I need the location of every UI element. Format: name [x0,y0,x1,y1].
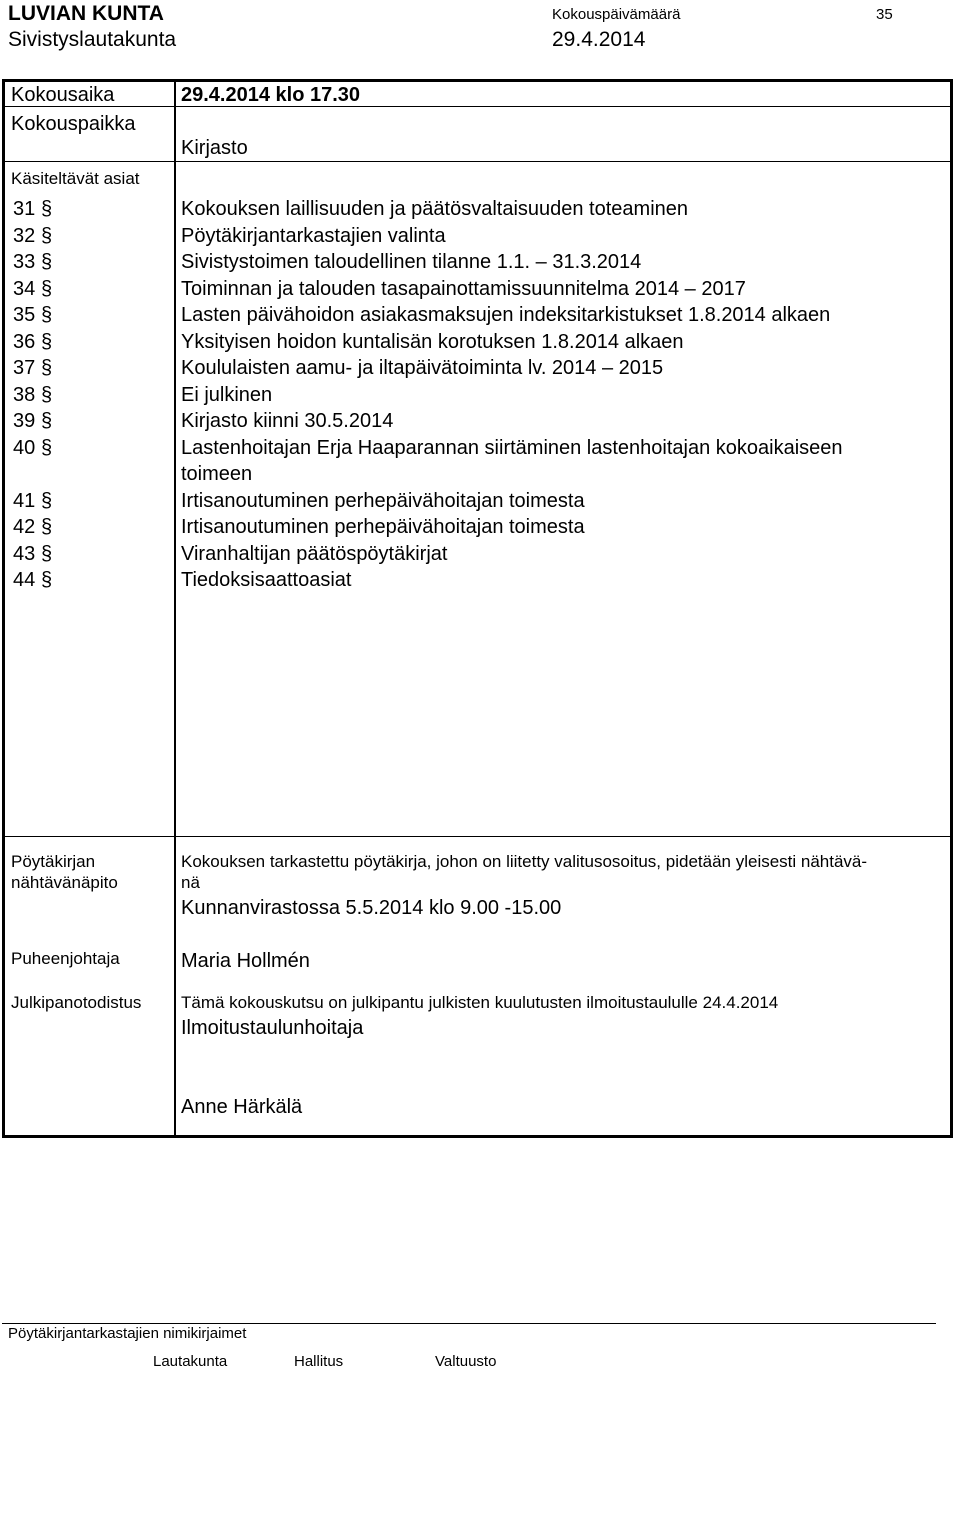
announcement-label: Julkipanotodistus [11,993,142,1012]
section-sign: § [41,383,53,406]
section-sign: § [41,198,53,220]
chair-name: Maria Hollmén [181,950,310,972]
agenda-item-title: Koululaisten aamu- ja iltapäivätoiminta lv. 2014 – 2015 [181,357,664,379]
section-sign: § [41,569,53,591]
announcement-role: Ilmoitustaulunhoitaja [181,1017,364,1039]
display-location: Kunnanvirastossa 5.5.2014 klo 9.00 -15.00 [181,897,562,919]
place-label: Kokouspaikka [11,113,136,135]
topics-label: Käsiteltävät asiat [11,169,140,188]
agenda-item-title-cont: toimeen [181,463,253,485]
place-value: Kirjasto [181,137,248,159]
agenda-item-title: Sivistystoimen taloudellinen tilanne 1.1. – 31.3.2014 [181,251,642,273]
agenda-item-number: 43 [13,542,36,565]
agenda-item-title: Pöytäkirjantarkastajien valinta [181,224,446,247]
initials-col-government: Hallitus [294,1353,344,1370]
organization-name: LUVIAN KUNTA [8,2,164,25]
display-label: Pöytäkirjan [11,852,96,871]
agenda-item-title: Ei julkinen [181,383,273,406]
announcement-text: Tämä kokouskutsu on julkipantu julkisten kuulutusten ilmoitustaululle 24.4.2014 [181,993,779,1012]
agenda-item-title: Irtisanoutuminen perhepäivähoitajan toimesta [181,489,585,512]
section-sign: § [41,542,53,565]
initials-col-council: Valtuusto [435,1353,497,1370]
agenda-item-number: 37 [13,357,36,379]
divider [5,106,950,107]
agenda-item-title: Lasten päivähoidon asiakasmaksujen indeksitarkistukset 1.8.2014 alkaen [181,304,831,326]
section-sign: § [41,251,53,273]
agenda-item-number: 33 [13,251,36,273]
section-sign: § [41,330,53,353]
time-value: 29.4.2014 klo 17.30 [181,84,361,106]
agenda-item-title: Kokouksen laillisuuden ja päätösvaltaisuuden toteaminen [181,198,689,220]
agenda-item-number: 42 [13,516,36,538]
agenda-item-title: Toiminnan ja talouden tasapainottamissuunnitelma 2014 – 2017 [181,277,746,300]
initials-label: Pöytäkirjantarkastajien nimikirjaimet [8,1325,247,1342]
initials-col-board: Lautakunta [153,1353,228,1370]
agenda-item-number: 34 [13,277,36,300]
column-divider [174,82,176,1135]
agenda-item-number: 40 [13,436,36,459]
agenda-item-number: 39 [13,410,36,432]
agenda-item-title: Viranhaltijan päätöspöytäkirjat [181,542,448,565]
display-text: Kokouksen tarkastettu pöytäkirja, johon on liitetty valitusosoitus, pidetään yleisesti nähtävä- [181,852,868,871]
divider [5,161,950,162]
committee-name: Sivistyslautakunta [8,28,177,51]
agenda-item-title: Yksityisen hoidon kuntalisän korotuksen 1.8.2014 alkaen [181,330,684,353]
agenda-item-title: Tiedoksisaattoasiat [181,569,352,591]
divider [5,836,950,837]
page-number: 35 [876,6,893,23]
agenda-item-number: 38 [13,383,36,406]
meeting-date: 29.4.2014 [552,28,646,51]
section-sign: § [41,277,53,300]
section-sign: § [41,516,53,538]
meeting-frame [2,79,953,1138]
agenda-item-number: 44 [13,569,36,591]
section-sign: § [41,224,53,247]
agenda-item-number: 31 [13,198,36,220]
chair-label: Puheenjohtaja [11,949,120,968]
section-sign: § [41,410,53,432]
display-label-2: nähtävänäpito [11,873,118,892]
announcement-signer: Anne Härkälä [181,1096,303,1118]
section-sign: § [41,436,53,459]
section-sign: § [41,304,53,326]
agenda-item-title: Lastenhoitajan Erja Haaparannan siirtäminen lastenhoitajan kokoaikaiseen [181,436,843,459]
agenda-item-number: 41 [13,489,36,512]
section-sign: § [41,489,53,512]
section-sign: § [41,357,53,379]
agenda-item-number: 32 [13,224,36,247]
agenda-item-number: 35 [13,304,36,326]
display-text-2: nä [181,873,200,892]
date-label: Kokouspäivämäärä [552,6,681,23]
footer-rule [2,1323,936,1324]
agenda-item-title: Kirjasto kiinni 30.5.2014 [181,410,394,432]
time-label: Kokousaika [11,84,115,106]
agenda-item-number: 36 [13,330,36,353]
agenda-item-title: Irtisanoutuminen perhepäivähoitajan toimesta [181,516,585,538]
